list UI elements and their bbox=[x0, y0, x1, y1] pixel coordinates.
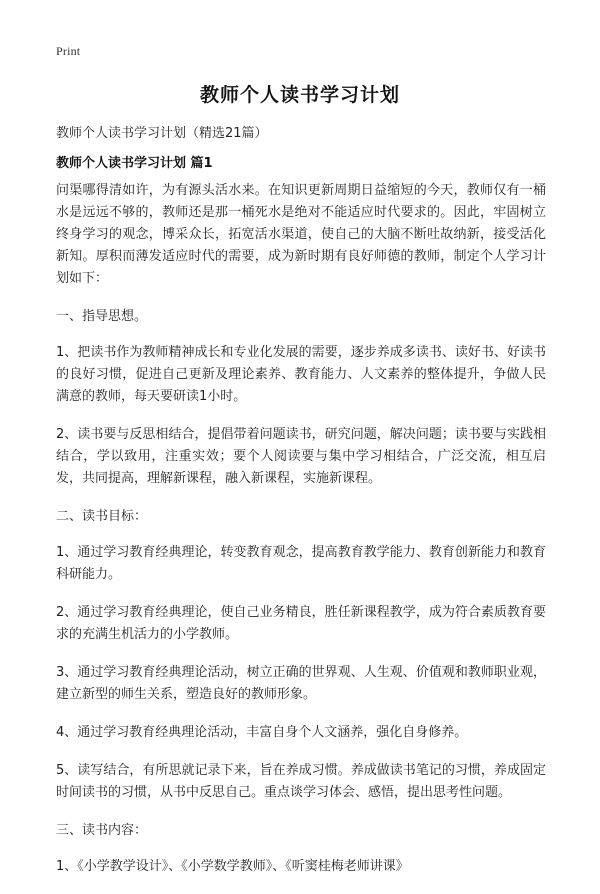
heading-reading-goals: 二、读书目标： bbox=[56, 509, 148, 524]
goal-4: 4、通过学习教育经典理论活动，丰富自身个人文涵养，强化自身修养。 bbox=[56, 725, 468, 740]
goal-2: 2、通过学习教育经典理论，使自己业务精良，胜任新课程教学，成为符合素质教育要求的充满生机活力的小学教师。 bbox=[56, 605, 546, 642]
document-subtitle: 教师个人读书学习计划（精选21篇） bbox=[56, 126, 268, 141]
reading-item-1: 1、《小学教学设计》、《小学数学教师》、《听窦桂梅老师讲课》 bbox=[56, 859, 409, 874]
goal-5: 5、读写结合，有所思就记录下来，旨在养成习惯。养成做读书笔记的习惯，养成固定时间读书的习惯，从书中反思自己。重点谈学习体会、感悟，提出思考性问题。 bbox=[56, 763, 546, 800]
intro-paragraph: 问渠哪得清如许，为有源头活水来。在知识更新周期日益缩短的今天，教师仅有一桶水是远远不够的，教师还是那一桶死水是绝对不能适应时代要求的。因此，牢固树立终身学习的观念，博采众长，拓宽活水渠道，使自己的大脑不断吐故纳新，接受活化新知。厚积而薄发适应时代的需要，成为新时期有良好师德的教师，制定个人学习计划如下： bbox=[56, 183, 546, 286]
heading-reading-content: 三、读书内容： bbox=[56, 823, 148, 838]
goal-3: 3、通过学习教育经典理论活动，树立正确的世界观、人生观、价值观和教师职业观，建立新型的师生关系，塑造良好的教师形象。 bbox=[56, 665, 546, 702]
document-title: 教师个人读书学习计划 bbox=[199, 84, 400, 106]
guiding-point-2: 2、读书要与反思相结合，提倡带着问题读书，研究问题，解决问题；读书要与实践相结合，学以致用，注重实效；要个人阅读要与集中学习相结合，广泛交流，相互启发，共同提高，理解新课程，融入新课程，实施新课程。 bbox=[56, 427, 546, 486]
document-body bbox=[56, 180, 546, 894]
heading-guiding-thought: 一、指导思想。 bbox=[56, 309, 148, 324]
section-heading: 教师个人读书学习计划 篇1 bbox=[56, 156, 213, 171]
guiding-point-1: 1、把读书作为教师精神成长和专业化发展的需要，逐步养成多读书、读好书、好读书的良好习惯，促进自己更新及理论素养、教育能力、人文素养的整体提升，争做人民满意的教师，每天要研读1小时。 bbox=[56, 345, 546, 404]
goal-1: 1、通过学习教育经典理论，转变教育观念，提高教育教学能力、教育创新能力和教育科研能力。 bbox=[56, 545, 546, 582]
print-label: Print bbox=[56, 44, 81, 58]
